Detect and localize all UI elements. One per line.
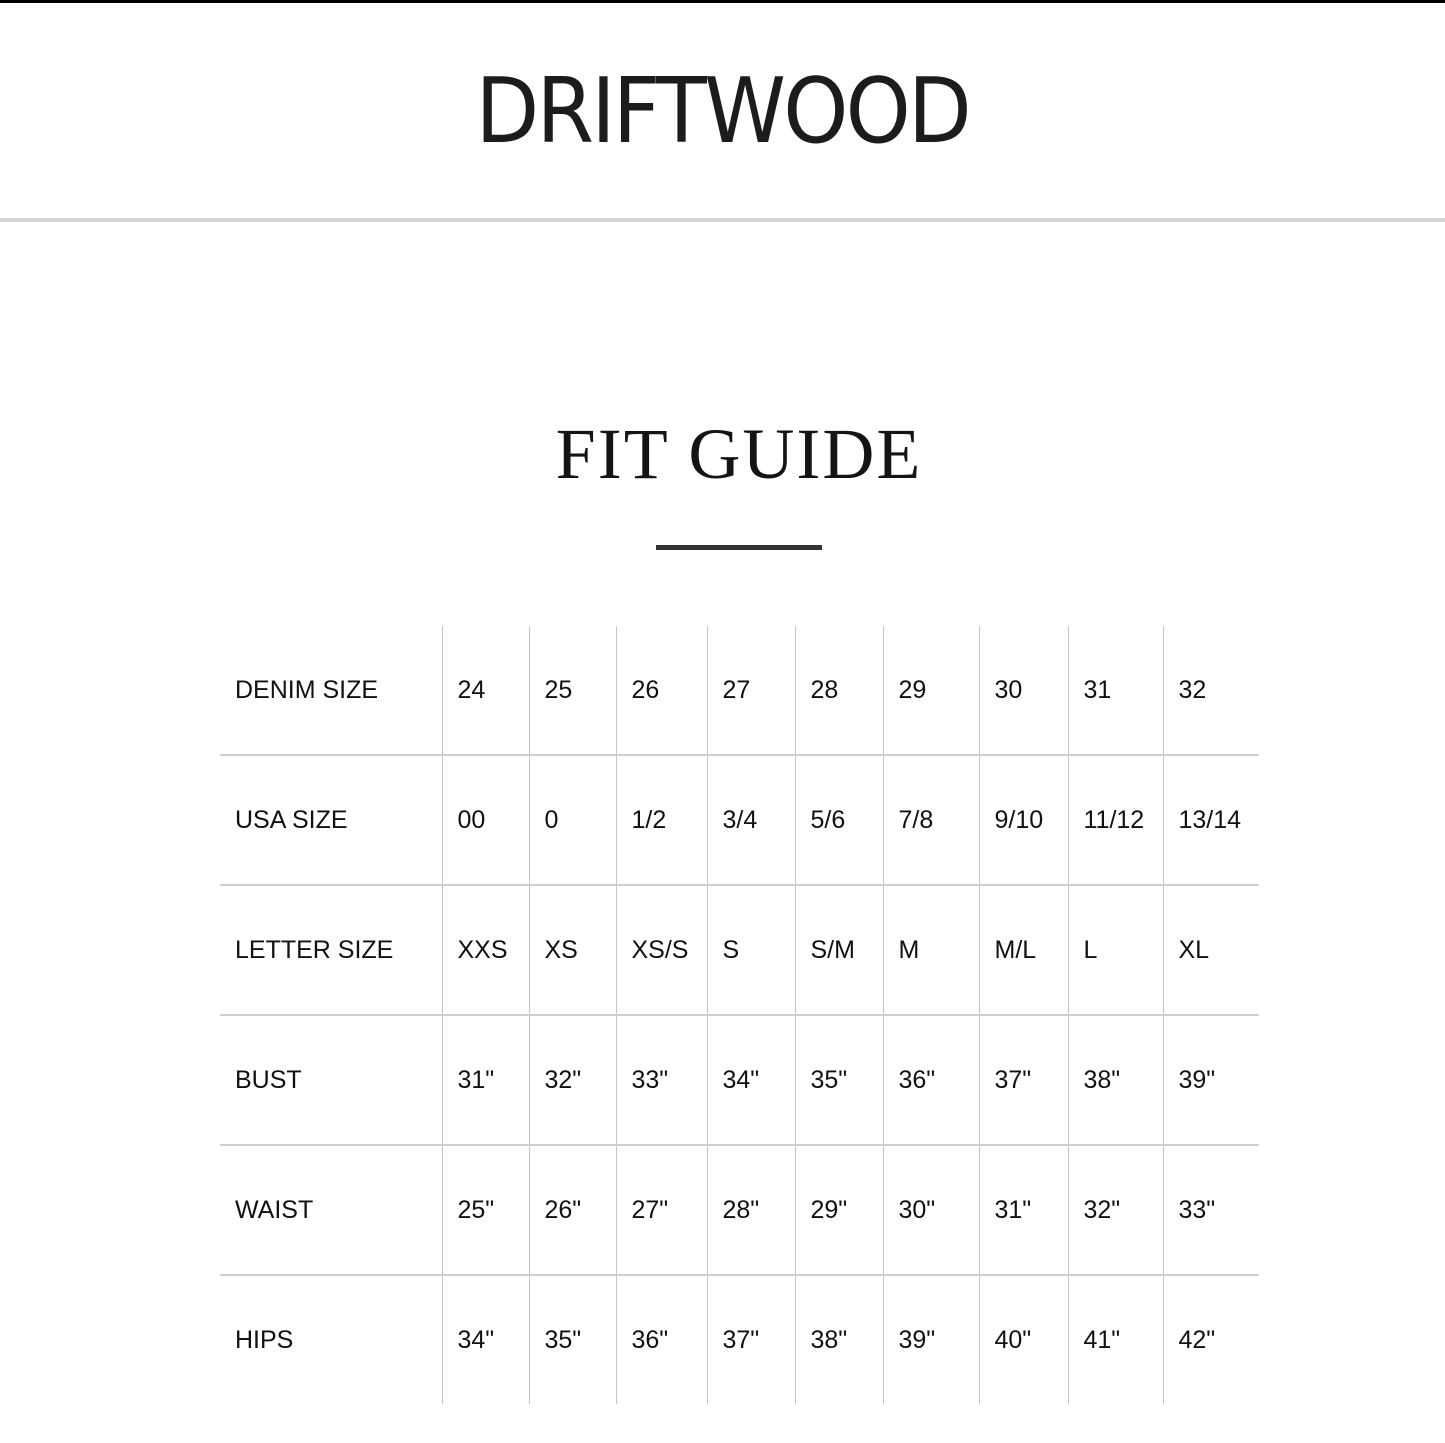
row-label: HIPS bbox=[235, 1325, 294, 1354]
table-cell: 25" bbox=[442, 1145, 529, 1275]
table-cell: 9/10 bbox=[979, 755, 1068, 885]
table-cell: 00 bbox=[442, 755, 529, 885]
table-cell: 38" bbox=[795, 1275, 883, 1404]
table-cell: 34" bbox=[442, 1275, 529, 1404]
table-cell: S/M bbox=[795, 885, 883, 1015]
brand-logo[interactable]: DRIFTWOOD bbox=[475, 59, 970, 164]
table-cell: 28" bbox=[707, 1145, 795, 1275]
table-cell: 30 bbox=[979, 626, 1068, 755]
table-cell: 40" bbox=[979, 1275, 1068, 1404]
header-divider bbox=[0, 218, 1445, 222]
row-label: BUST bbox=[220, 1015, 442, 1145]
table-cell: 5/6 bbox=[795, 755, 883, 885]
table-cell: 37" bbox=[707, 1275, 795, 1404]
table-cell: 29 bbox=[883, 626, 979, 755]
table-cell: 28 bbox=[795, 626, 883, 755]
table-row bbox=[220, 1275, 1259, 1404]
table-cell: M/L bbox=[979, 885, 1068, 1015]
table-row bbox=[220, 1145, 1259, 1275]
table-cell: 31" bbox=[979, 1145, 1068, 1275]
table-cell: 36" bbox=[883, 1015, 979, 1145]
table-cell: 31 bbox=[1068, 626, 1163, 755]
table-row bbox=[220, 626, 1259, 755]
table-cell: 41" bbox=[1068, 1275, 1163, 1404]
table-cell: 11/12 bbox=[1068, 755, 1163, 885]
table-cell: 38" bbox=[1068, 1015, 1163, 1145]
table-cell: XS/S bbox=[616, 885, 707, 1015]
table-cell: 27 bbox=[707, 626, 795, 755]
table-cell: 39" bbox=[1163, 1015, 1259, 1145]
table-cell: 39" bbox=[883, 1275, 979, 1404]
row-label: WAIST bbox=[220, 1145, 442, 1275]
table-cell: 32" bbox=[529, 1015, 616, 1145]
table-cell: M bbox=[883, 885, 979, 1015]
table-cell: XXS bbox=[442, 885, 529, 1015]
table-cell: 35" bbox=[529, 1275, 616, 1404]
table-cell: 31" bbox=[442, 1015, 529, 1145]
table-row bbox=[220, 755, 1259, 885]
table-cell: XS bbox=[529, 885, 616, 1015]
table-cell: 3/4 bbox=[707, 755, 795, 885]
table-cell: 26" bbox=[529, 1145, 616, 1275]
table-cell: 32" bbox=[1068, 1145, 1163, 1275]
table-cell: 13/14 bbox=[1163, 755, 1259, 885]
table-cell: 33" bbox=[1163, 1145, 1259, 1275]
table-cell: 32 bbox=[1163, 626, 1259, 755]
title-underline bbox=[656, 545, 822, 550]
table-cell: 27" bbox=[616, 1145, 707, 1275]
table-cell: 7/8 bbox=[883, 755, 979, 885]
table-cell: 35" bbox=[795, 1015, 883, 1145]
table-row bbox=[220, 885, 1259, 1015]
table-cell: S bbox=[707, 885, 795, 1015]
row-label: LETTER SIZE bbox=[220, 885, 442, 1015]
table-cell: 36" bbox=[616, 1275, 707, 1404]
table-cell: 34" bbox=[707, 1015, 795, 1145]
table-cell: 33" bbox=[616, 1015, 707, 1145]
table-cell: 30" bbox=[883, 1145, 979, 1275]
table-cell: 1/2 bbox=[616, 755, 707, 885]
site-header bbox=[0, 3, 1445, 219]
table-row bbox=[220, 1015, 1259, 1145]
table-cell: L bbox=[1068, 885, 1163, 1015]
table-cell: 37" bbox=[979, 1015, 1068, 1145]
table-cell: XL bbox=[1163, 885, 1259, 1015]
table-cell: 42" bbox=[1163, 1275, 1259, 1404]
row-label: DENIM SIZE bbox=[220, 626, 442, 755]
table-cell: 25 bbox=[529, 626, 616, 755]
fit-guide-table bbox=[220, 626, 1259, 1404]
table-cell: 26 bbox=[616, 626, 707, 755]
table-cell: 29" bbox=[795, 1145, 883, 1275]
row-label: USA SIZE bbox=[220, 755, 442, 885]
table-cell: 24 bbox=[442, 626, 529, 755]
table-cell: 0 bbox=[529, 755, 616, 885]
page-title: FIT GUIDE bbox=[555, 414, 923, 494]
